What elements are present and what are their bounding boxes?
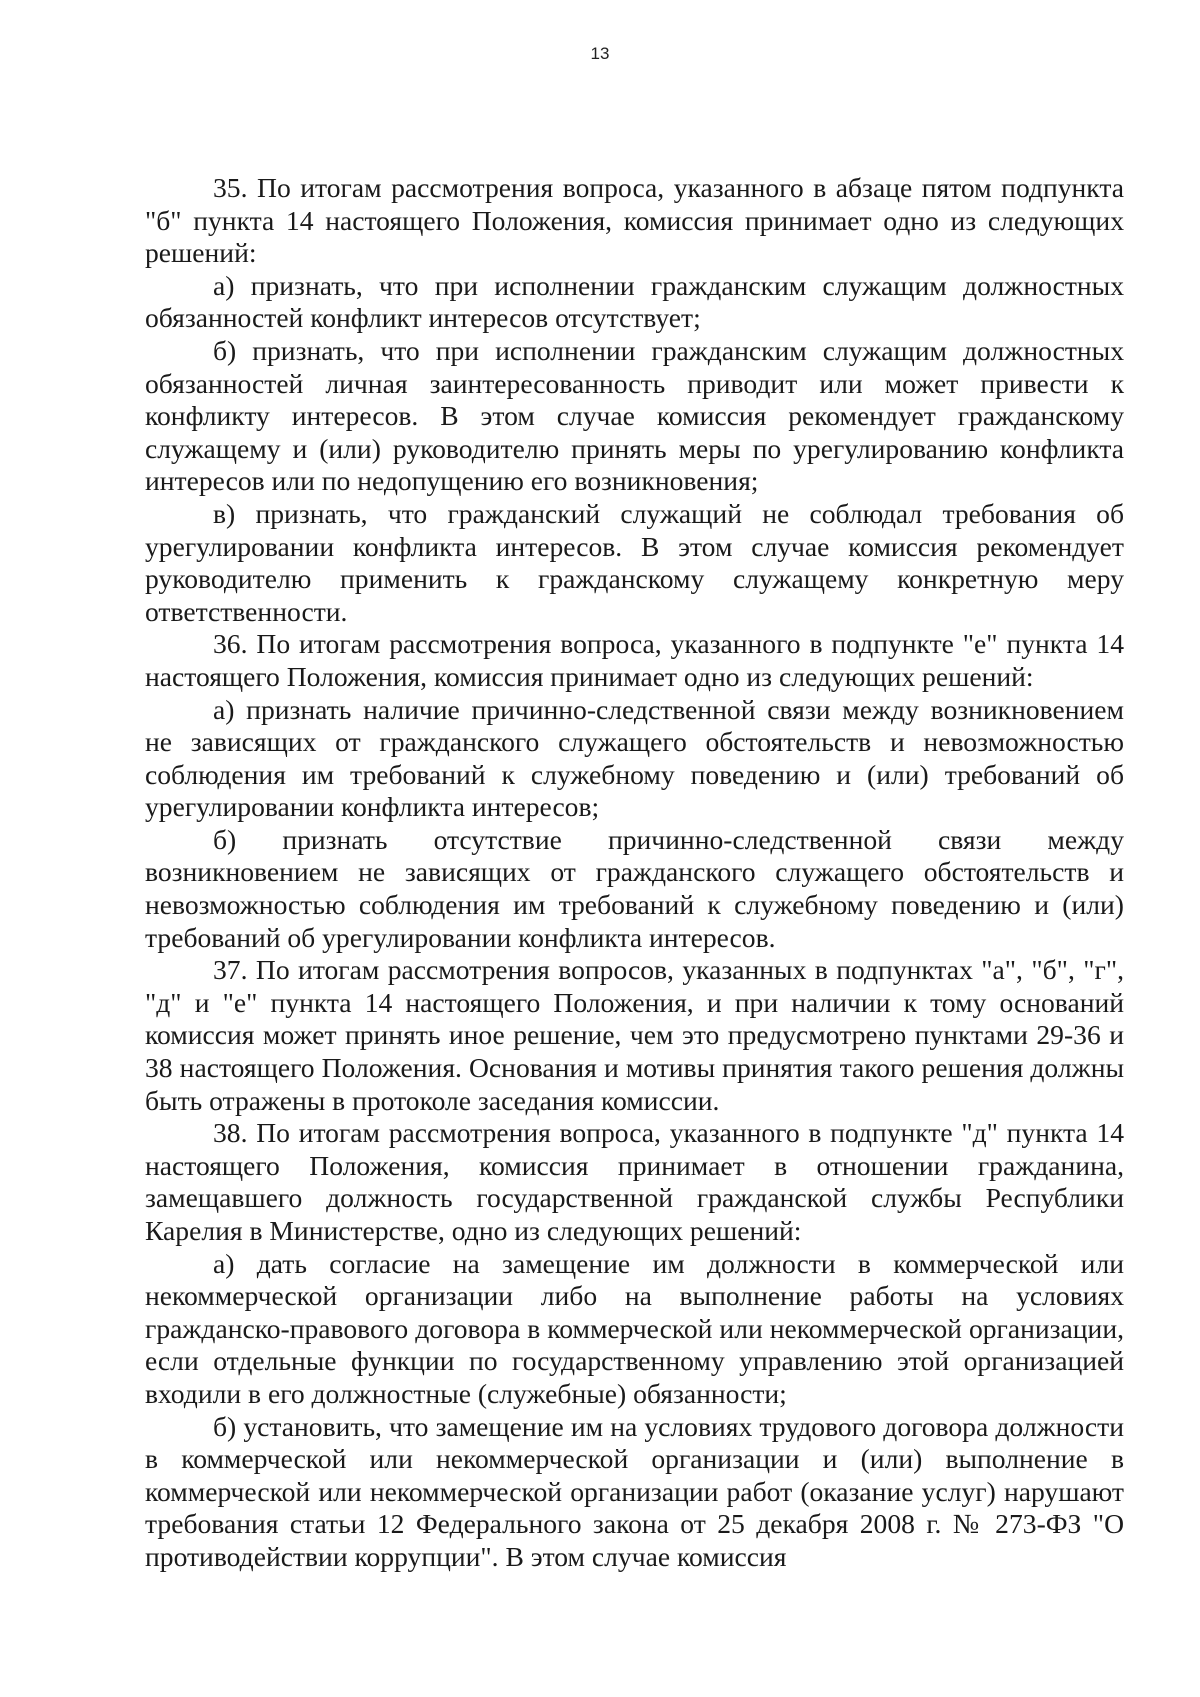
paragraph-38: 38. По итогам рассмотрения вопроса, указанного в подпункте "д" пункта 14 настоящего Положения, комиссия принимает в отношении гражданина, замещавшего должность государственной гражданской службы Республики Карелия в Министерстве, одно из следующих решений: bbox=[145, 1117, 1124, 1246]
paragraph-38-a: а) дать согласие на замещение им должности в коммерческой или некоммерческой организации либо на выполнение работы на условиях гражданско-правового договора в коммерческой или некоммерческой организации, если отдельные функции по государственному управлению этой организацией входили в его должностные (служебные) обязанности; bbox=[145, 1247, 1124, 1409]
paragraph-38-b: б) установить, что замещение им на условиях трудового договора должности в коммерческой или некоммерческой организации и (или) выполнение в коммерческой или некоммерческой организации работ (оказание услуг) нарушают требования статьи 12 Федерального закона от 25 декабря 2008 г. № 273-ФЗ "О противодействии коррупции". В этом случае комиссия bbox=[145, 1410, 1124, 1572]
paragraph-35: 35. По итогам рассмотрения вопроса, указанного в абзаце пятом подпункта "б" пункта 14 настоящего Положения, комиссия принимает одно из следующих решений: bbox=[145, 172, 1124, 269]
paragraph-35-b: б) признать, что при исполнении гражданским служащим должностных обязанностей личная заинтересованность приводит или может привести к конфликту интересов. В этом случае комиссия рекомендует гражданскому служащему и (или) руководителю принять меры по урегулированию конфликта интересов или по недопущению его возникновения; bbox=[145, 334, 1124, 497]
page-number: 13 bbox=[590, 44, 610, 63]
paragraph-36: 36. По итогам рассмотрения вопроса, указанного в подпункте "е" пункта 14 настоящего Положения, комиссия принимает одно из следующих решений: bbox=[145, 628, 1124, 692]
paragraph-37: 37. По итогам рассмотрения вопросов, указанных в подпунктах "а", "б", "г", "д" и "е" пункта 14 настоящего Положения, и при наличии к тому оснований комиссия может принять иное решение, чем это предусмотрено пунктами 29-36 и 38 настоящего Положения. Основания и мотивы принятия такого решения должны быть отражены в протоколе заседания комиссии. bbox=[145, 954, 1124, 1116]
paragraph-36-a: а) признать наличие причинно-следственной связи между возникновением не зависящих от гражданского служащего обстоятельств и невозможностью соблюдения им требований к служебному поведению и (или) требований об урегулировании конфликта интересов; bbox=[145, 693, 1124, 823]
paragraph-35-a: а) признать, что при исполнении гражданским служащим должностных обязанностей конфликт интересов отсутствует; bbox=[145, 269, 1124, 334]
document-body bbox=[145, 172, 1124, 1574]
paragraph-36-b: б) признать отсутствие причинно-следственной связи между возникновением не зависящих от гражданского служащего обстоятельств и невозможностью соблюдения им требований к служебному поведению и (или) требований об урегулировании конфликта интересов. bbox=[145, 823, 1124, 953]
paragraph-35-v: в) признать, что гражданский служащий не соблюдал требования об урегулировании конфликта интересов. В этом случае комиссия рекомендует руководителю применить к гражданскому служащему конкретную меру ответственности. bbox=[145, 497, 1124, 627]
